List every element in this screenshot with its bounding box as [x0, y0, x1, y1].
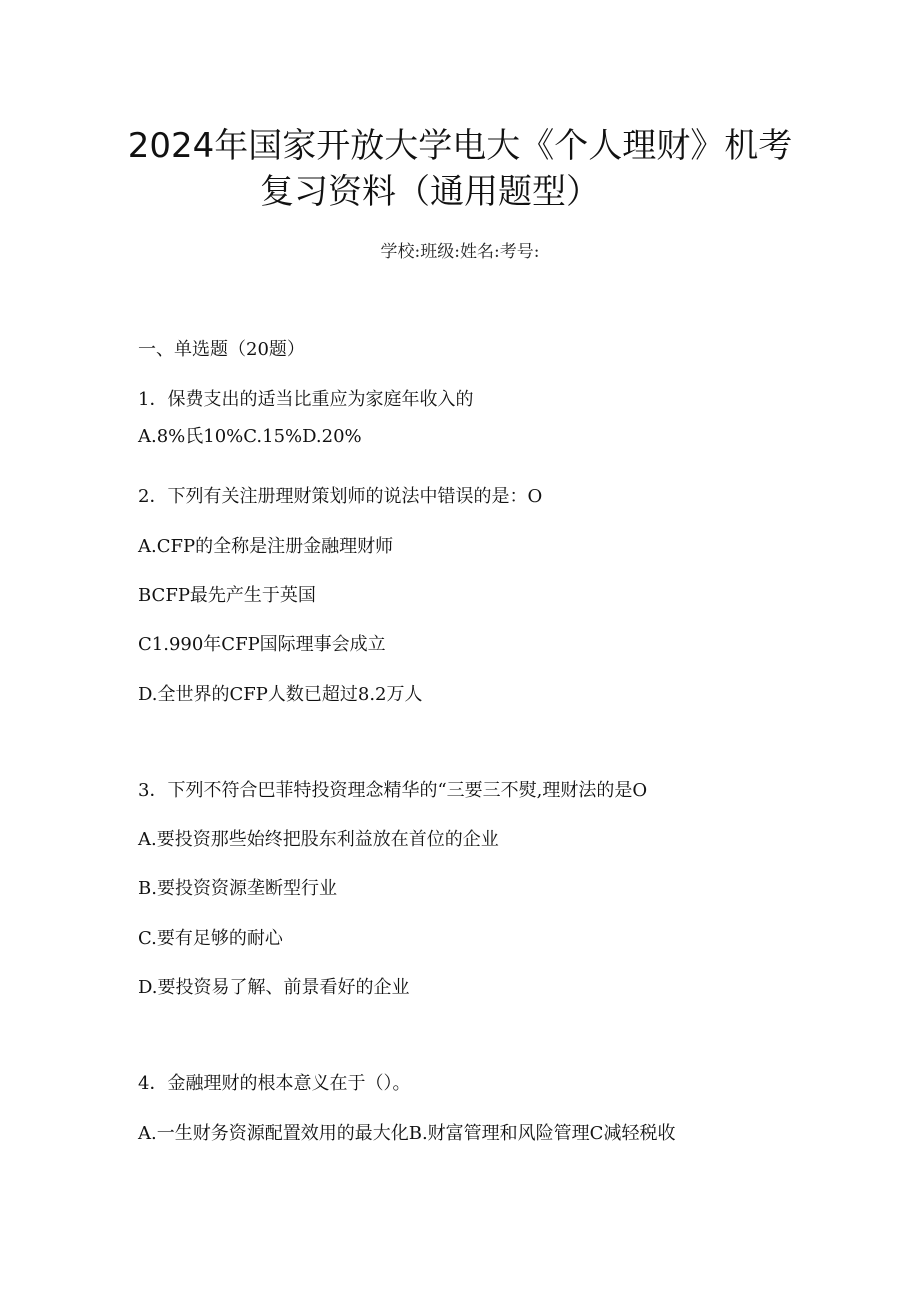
question-4-stem: 4．金融理财的根本意义在于（）。 — [138, 1073, 411, 1094]
question-2-option-c: C1.990年CFP国际理事会成立 — [138, 634, 386, 655]
question-3-option-d: D.要投资易了解、前景看好的企业 — [138, 977, 410, 998]
student-info-line: 学校:班级:姓名:考号: — [380, 242, 540, 262]
question-4-options: A.一生财务资源配置效用的最大化B.财富管理和风险管理C减轻税收 — [138, 1123, 676, 1144]
question-1-options: A.8%氏10%C.15%D.20% — [138, 426, 362, 447]
question-2-option-a: A.CFP的全称是注册金融理财师 — [138, 536, 394, 557]
question-2-option-d: D.全世界的CFP人数已超过8.2万人 — [138, 684, 423, 705]
question-2-stem: 2．下列有关注册理财策划师的说法中错误的是：O — [138, 486, 543, 507]
document-title-line-2: 复习资料（通用题型） — [260, 172, 600, 212]
section-title: 一、单选题（20题） — [138, 339, 305, 360]
question-1-stem: 1．保费支出的适当比重应为家庭年收入的 — [138, 389, 474, 410]
question-3-stem: 3．下列不符合巴菲特投资理念精华的“三要三不熨,理财法的是O — [138, 780, 648, 801]
question-3-option-a: A.要投资那些始终把股东利益放在首位的企业 — [138, 829, 499, 850]
question-3-option-c: C.要有足够的耐心 — [138, 928, 283, 949]
document-title-line-1: 2024年国家开放大学电大《个人理财》机考 — [127, 126, 793, 166]
question-3-option-b: B.要投资资源垄断型行业 — [138, 878, 337, 899]
question-2-option-b: BCFP最先产生于英国 — [138, 585, 316, 606]
